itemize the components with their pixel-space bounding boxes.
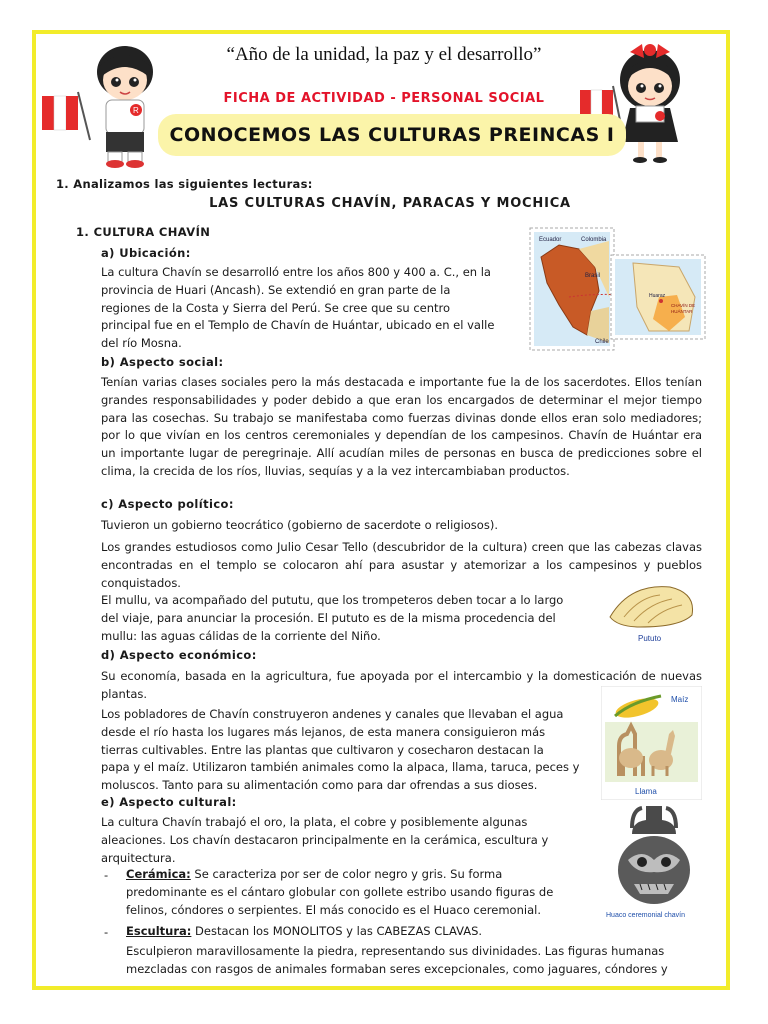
economico-p1: Su economía, basada en la agricultura, fue apoyada por el intercambio y la domesticación de nuevas plantas. [101,669,702,701]
economico-line: desde el río hasta los lugares más lejanos, de esta manera consiguieron más [101,724,546,739]
mullu-text [101,592,591,645]
mullu-line: mullu: las aguas cálidas de la corriente del Niño. [101,628,381,643]
maiz-llama-image [601,686,702,800]
subtitle: LAS CULTURAS CHAVÍN, PARACAS Y MOCHICA [209,196,571,211]
svg-text:R: R [133,106,139,115]
worksheet-type: FICHA DE ACTIVIDAD - PERSONAL SOCIAL [223,91,545,106]
economico-text [101,706,591,795]
escultura-text: Destacan los MONOLITOS y las CABEZAS CLAVAS. [191,924,483,938]
ubicacion-line: principal fue en el Templo de Chavín de Huántar, ubicado en el valle [101,318,495,333]
escultura-block [126,923,482,941]
ceramica-label: Cerámica: [126,867,191,881]
svg-text:HUÁNTAR: HUÁNTAR [671,309,693,314]
economico-line: tierras cultivables. Entre las plantas que cultivaron y cosecharon destacan la [101,742,544,757]
economico-line: papa y el maíz. Utilizaron también animales como la alpaca, llama, taruca, peces y [101,760,580,775]
escultura-detail [126,943,706,979]
section-chavin-heading: 1. CULTURA CHAVÍN [76,225,211,239]
svg-text:Colombia: Colombia [581,237,607,243]
politico-p2: Los grandes estudiosos como Julio Cesar Tello (descubridor de la cultura) creen que las cabezas clavas encontradas en el templo se colocaron ahí para asustar y atemorizar a los campesinos y pueblos conquistados. [101,540,702,590]
escultura-detail-line: mezcladas con rasgos de animales formaban seres excepcionales, como jaguares, cóndores y [126,961,668,976]
social-text: Tenían varias clases sociales pero la más destacada e importante fue la de los sacerdotes. Ellos tenían grandes responsabilidades y poder debido a que eran los encargados de determinar el mejor tiempo para las cosechas. Su trabajo se manifestaba como fuerzas divinas donde ellos eran solo mediadores; por lo que vivían en los centros ceremoniales y dependían de los campesinos. Chavín de Huántar era un importante lugar de peregrinaje. Allí acudían miles de personas en busca de predicciones sobre el clima, la crecida de los ríos, lluvias, sequías y a la vez intercambiaban productos. [101,375,702,478]
year-motto: “Año de la unidad, la paz y el desarrollo” [226,44,542,65]
svg-text:Brasil: Brasil [585,273,601,279]
svg-text:Huaraz: Huaraz [649,293,666,299]
map-chavin-location [529,227,707,353]
cultural-line: La cultura Chavín trabajó el oro, la plata, el cobre y posiblemente algunas [101,815,528,829]
ceramica-line: predominante es el cántaro globular con gollete estribo usando figuras de [126,884,554,899]
pututo-caption: Pututo [638,634,662,643]
llama-caption: Llama [635,787,657,796]
ceramica-line: Se caracteriza por ser de color negro y gris. Su forma [190,867,503,881]
mullu-line: El mullu, va acompañado del pututu, que los trompeteros deben tocar a lo largo [101,593,564,607]
intro-instruction: 1. Analizamos las siguientes lecturas: [56,177,313,191]
economico-line: moluscos. Tanto para su alimentación como para dar ofrendas a sus dioses. [101,778,538,793]
bullet-dash: - [104,868,109,882]
svg-text:Chile: Chile [595,339,609,345]
cultural-line: arquitectura. [101,850,176,865]
economico-heading: d) Aspecto económico: [101,648,257,662]
mullu-line: del viaje, para anunciar la procesión. El pututo es de la misma procedencia del [101,610,556,625]
social-heading: b) Aspecto social: [101,355,224,369]
politico-heading: c) Aspecto político: [101,497,234,511]
ubicacion-heading: a) Ubicación: [101,246,191,260]
politico-p1: Tuvieron un gobierno teocrático (gobierno de sacerdote o religiosos). [101,518,498,532]
ubicacion-line: La cultura Chavín se desarrolló entre los años 800 y 400 a. C., en la [101,265,491,279]
huaco-caption: Huaco ceremonial chavín [606,912,685,919]
ubicacion-line: provincia de Huari (Ancash). Se extendió en gran parte de la [101,282,451,297]
ubicacion-text [101,264,521,353]
maiz-caption: Maíz [671,695,689,704]
cultural-line: aleaciones. Los chavín destacaron principalmente en la cerámica, escultura y [101,832,549,847]
huaco-image [602,800,706,922]
bullet-dash: - [104,925,109,939]
svg-text:CHAVÍN DE: CHAVÍN DE [671,303,696,308]
page-title: CONOCEMOS LAS CULTURAS PREINCAS I [158,114,626,156]
cultural-text [101,814,596,867]
pututo-image [600,577,702,647]
ceramica-block [126,866,596,919]
ceramica-line: felinos, cóndores o serpientes. El más conocido es el Huaco ceremonial. [126,902,541,917]
ubicacion-line: del río Mosna. [101,336,182,351]
escultura-label: Escultura: [126,924,192,938]
economico-line: Los pobladores de Chavín construyeron andenes y canales que llevaban el agua [101,707,564,721]
cultural-heading: e) Aspecto cultural: [101,795,237,809]
ubicacion-line: regiones de la Costa y Sierra del Perú. Se cree que su centro [101,300,451,315]
svg-text:Ecuador: Ecuador [539,237,562,243]
escultura-detail-line: Esculpieron maravillosamente la piedra, representando sus divinidades. Las figuras humanas [126,944,665,958]
